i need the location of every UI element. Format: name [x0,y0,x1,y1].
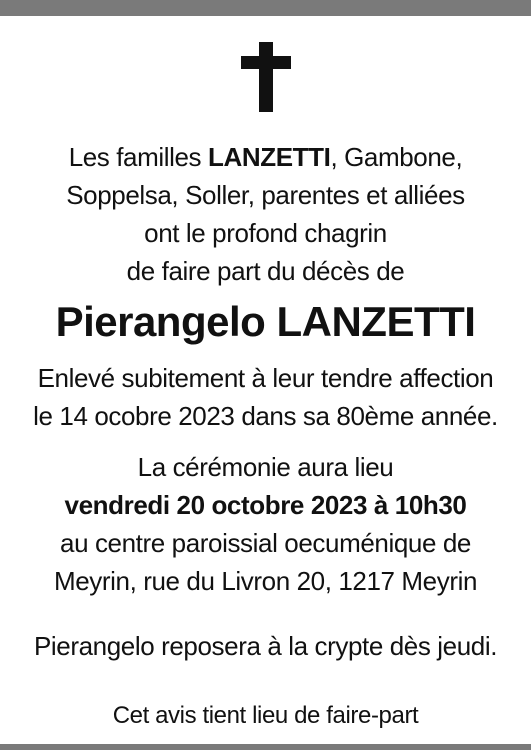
family-name-bold: LANZETTI [208,142,331,172]
ceremony-line-1: La cérémonie aura lieu [137,452,394,482]
families-announcement [0,138,531,290]
rest-line: Pierangelo reposera à la crypte dès jeudi. [33,631,498,661]
footer-line: Cet avis tient lieu de faire-part [112,702,419,729]
families-line-1 [0,138,531,176]
deceased-name: Pierangelo LANZETTI [55,298,476,345]
families-line-4: de faire part du décès de [126,256,405,286]
ceremony-date-time: vendredi 20 octobre 2023 à 10h30 [64,490,467,520]
top-rule [0,0,531,16]
ceremony-line-4: Meyrin, rue du Livron 20, 1217 Meyrin [53,566,478,596]
ceremony-line-3: au centre paroissial oecuménique de [60,528,471,558]
families-line-1-post: , Gambone, [330,142,463,172]
rest-notice [0,627,531,665]
families-line-2: Soppelsa, Soller, parentes et alliées [66,180,465,210]
footer-notice [0,697,531,735]
families-line-3: ont le profond chagrin [144,218,387,248]
bottom-rule [0,744,531,750]
circumstances-line-1: Enlevé subitement à leur tendre affection [37,363,494,393]
circumstances-line-2: le 14 ocobre 2023 dans sa 80ème année. [33,401,498,431]
circumstances [0,359,531,435]
cross-icon [0,42,531,112]
ceremony-details [0,448,531,600]
families-line-1-pre: Les familles [68,142,208,172]
